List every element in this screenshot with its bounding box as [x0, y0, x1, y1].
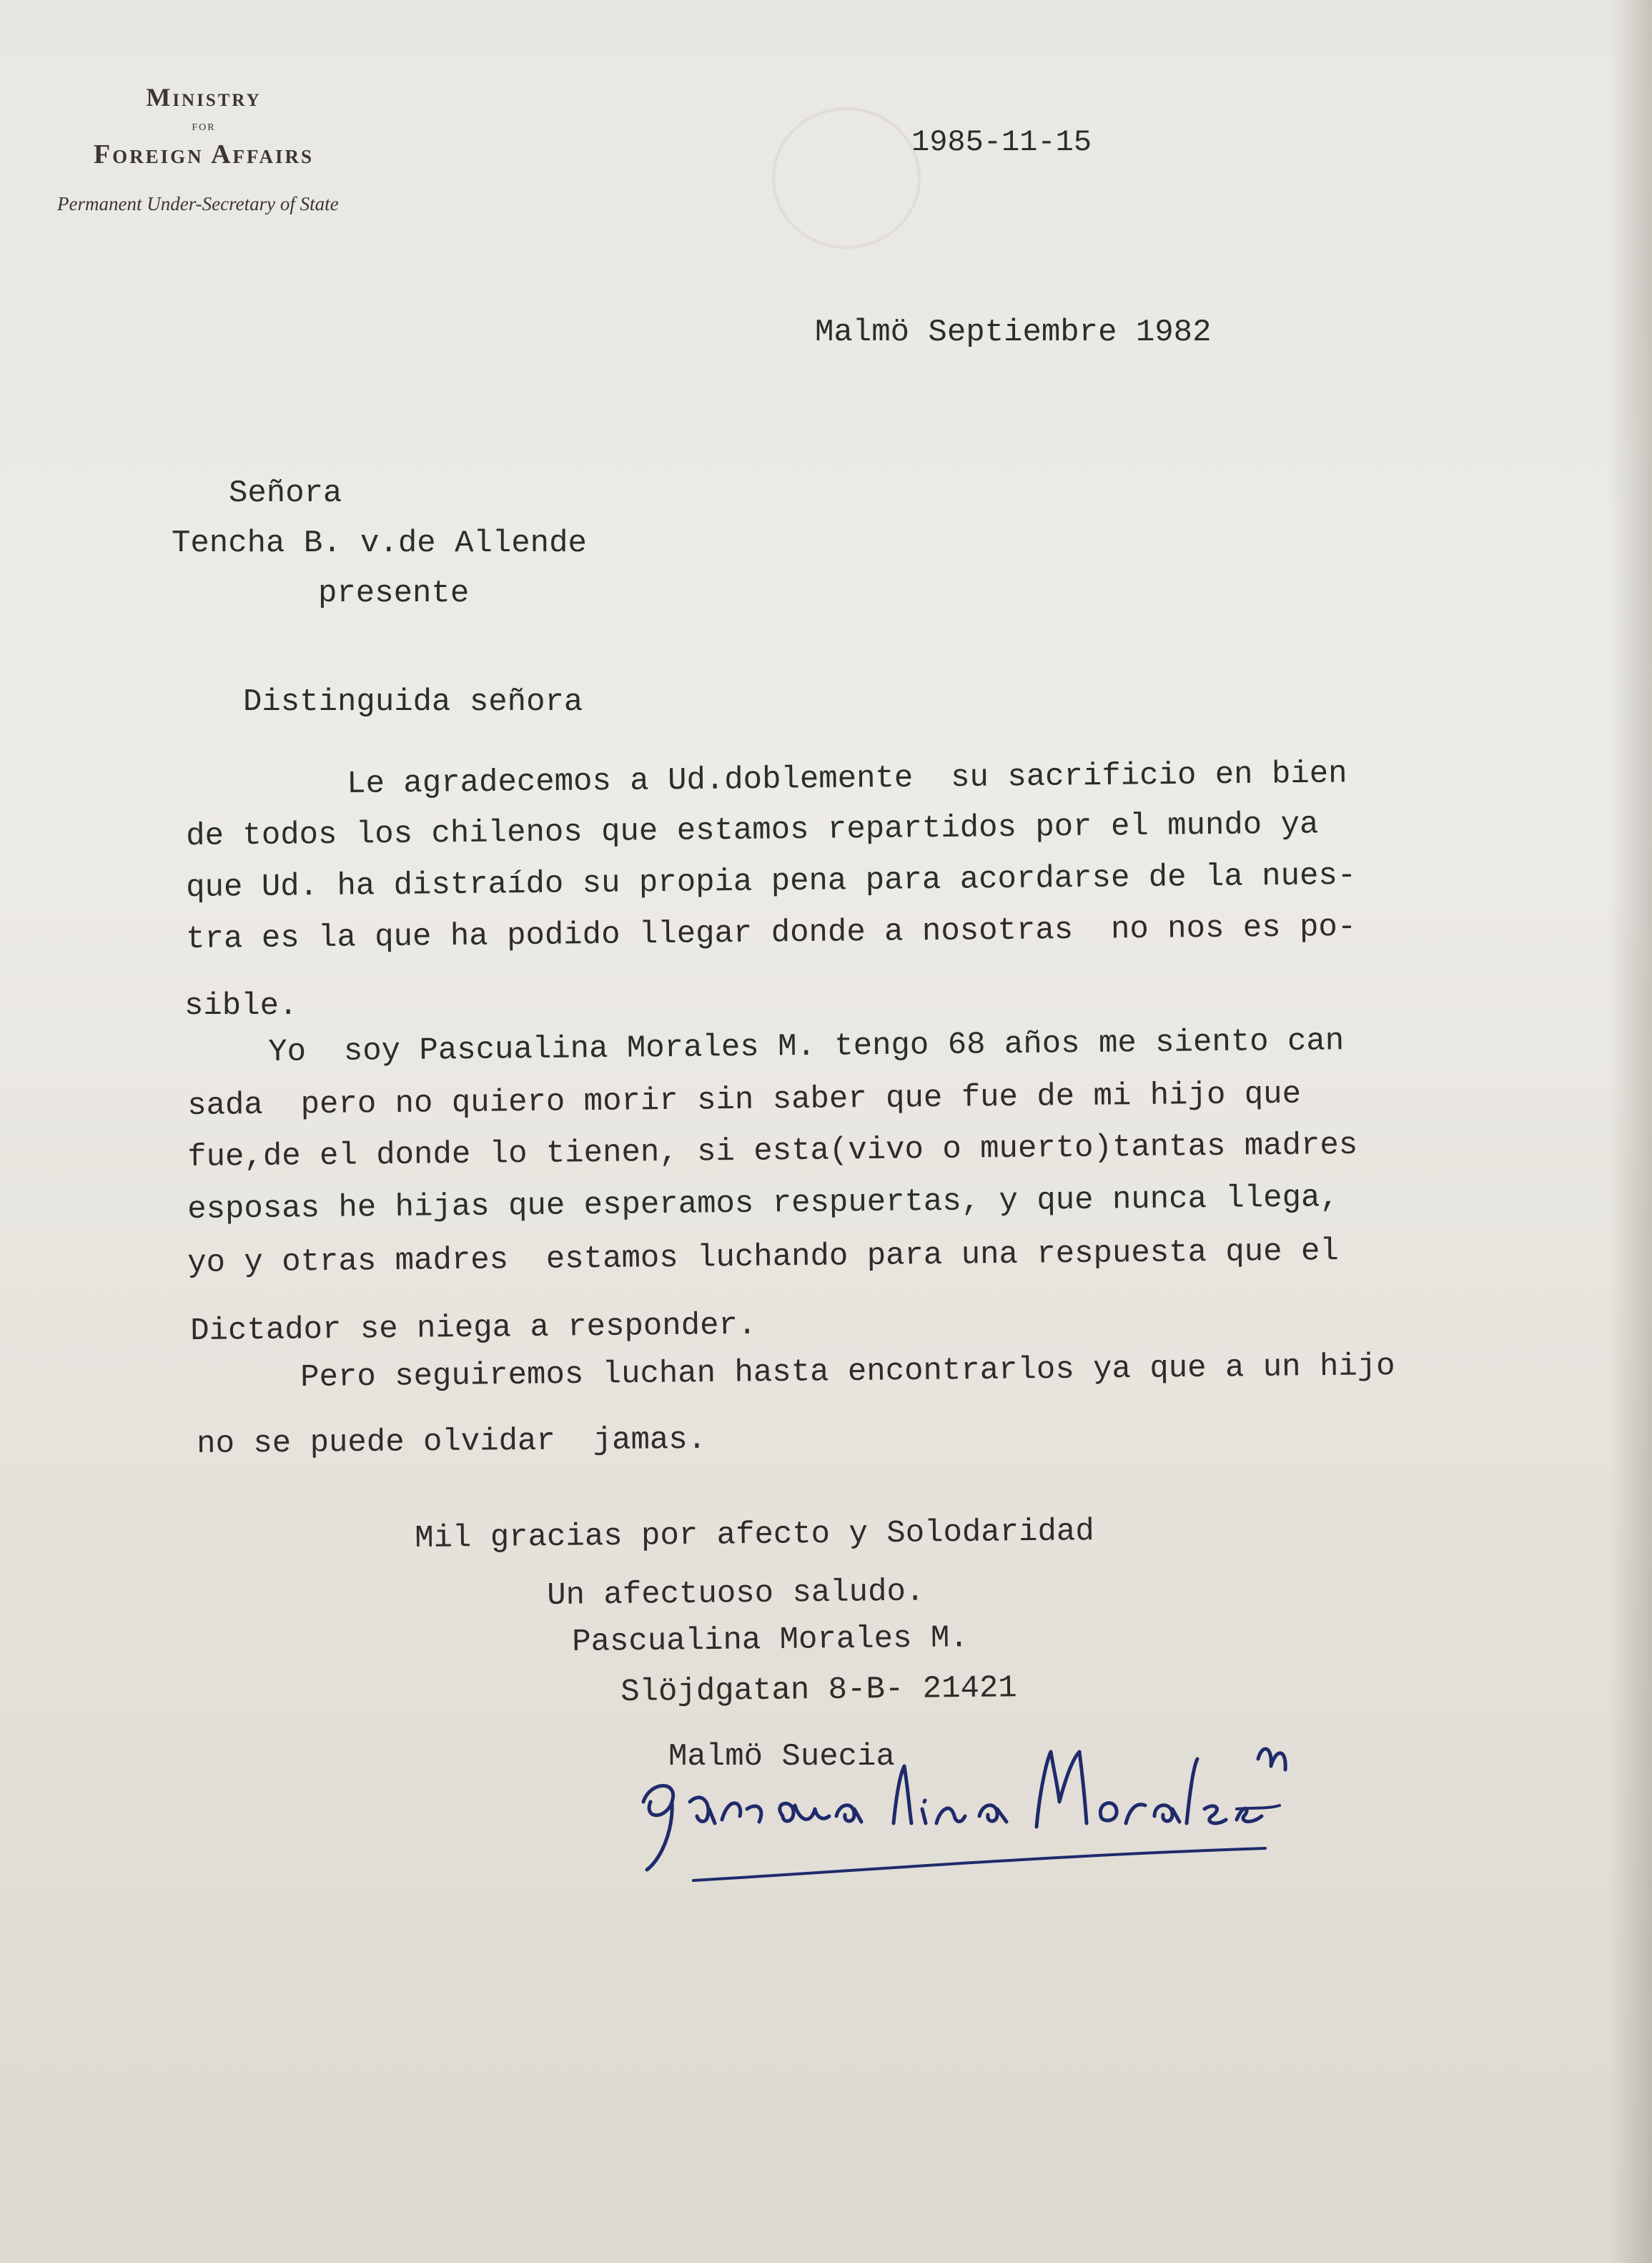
handwritten-signature: [622, 1702, 1301, 1916]
date-stamp: 1985-11-15: [911, 125, 1092, 159]
body-line: tra es la que ha podido llegar donde a nosotras no nos es po-: [185, 909, 1357, 957]
body-line: Pero seguiremos luchan hasta encontrarlos ya que a un hijo: [300, 1348, 1395, 1396]
body-line: sible.: [184, 988, 298, 1024]
show-through-seal: [772, 107, 921, 249]
body-line: sada pero no quiero morir sin saber que fue de mi hijo que: [187, 1076, 1302, 1124]
recipient-name: Tencha B. v.de Allende: [172, 526, 587, 561]
closing-line: Malmö Suecia: [668, 1739, 895, 1775]
closing-line: Mil gracias por afecto y Solodaridad: [414, 1514, 1095, 1557]
letterhead: [50, 82, 479, 215]
letterhead-under-secretary: Permanent Under-Secretary of State: [57, 193, 339, 215]
body-line: yo y otras madres estamos luchando para una respuesta que el: [187, 1233, 1340, 1281]
place-date: Malmö Septiembre 1982: [815, 315, 1212, 350]
body-line: que Ud. ha distraído su propia pena para acordarse de la nues-: [185, 857, 1357, 906]
closing-line: Pascualina Morales M.: [571, 1620, 969, 1660]
closing-line: Slöjdgatan 8-B- 21421: [620, 1670, 1017, 1710]
body-line: Dictador se niega a responder.: [189, 1307, 757, 1349]
recipient-presente: presente: [318, 576, 470, 611]
body-line: fue,de el donde lo tienen, si esta(vivo o muerto)tantas madres: [187, 1127, 1358, 1175]
letterhead-foreign-affairs: Foreign Affairs: [93, 139, 315, 169]
page-edge-shadow: [1609, 0, 1652, 2263]
body-line: de todos los chilenos que estamos repartidos por el mundo ya: [185, 807, 1319, 854]
body-line: no se puede olvidar jamas.: [196, 1421, 707, 1462]
letterhead-for: for: [192, 118, 216, 134]
recipient-salutation: Señora: [229, 475, 342, 511]
body-line: esposas he hijas que esperamos respuertas, y que nunca llega,: [187, 1180, 1340, 1228]
body-line: Le agradecemos a Ud.doblemente su sacrificio en bien: [346, 756, 1347, 802]
letterhead-ministry: Ministry: [146, 83, 262, 112]
body-line: Yo soy Pascualina Morales M. tengo 68 años me siento can: [267, 1023, 1345, 1070]
closing-line: Un afectuoso saludo.: [546, 1574, 925, 1614]
greeting: Distinguida señora: [243, 684, 583, 720]
